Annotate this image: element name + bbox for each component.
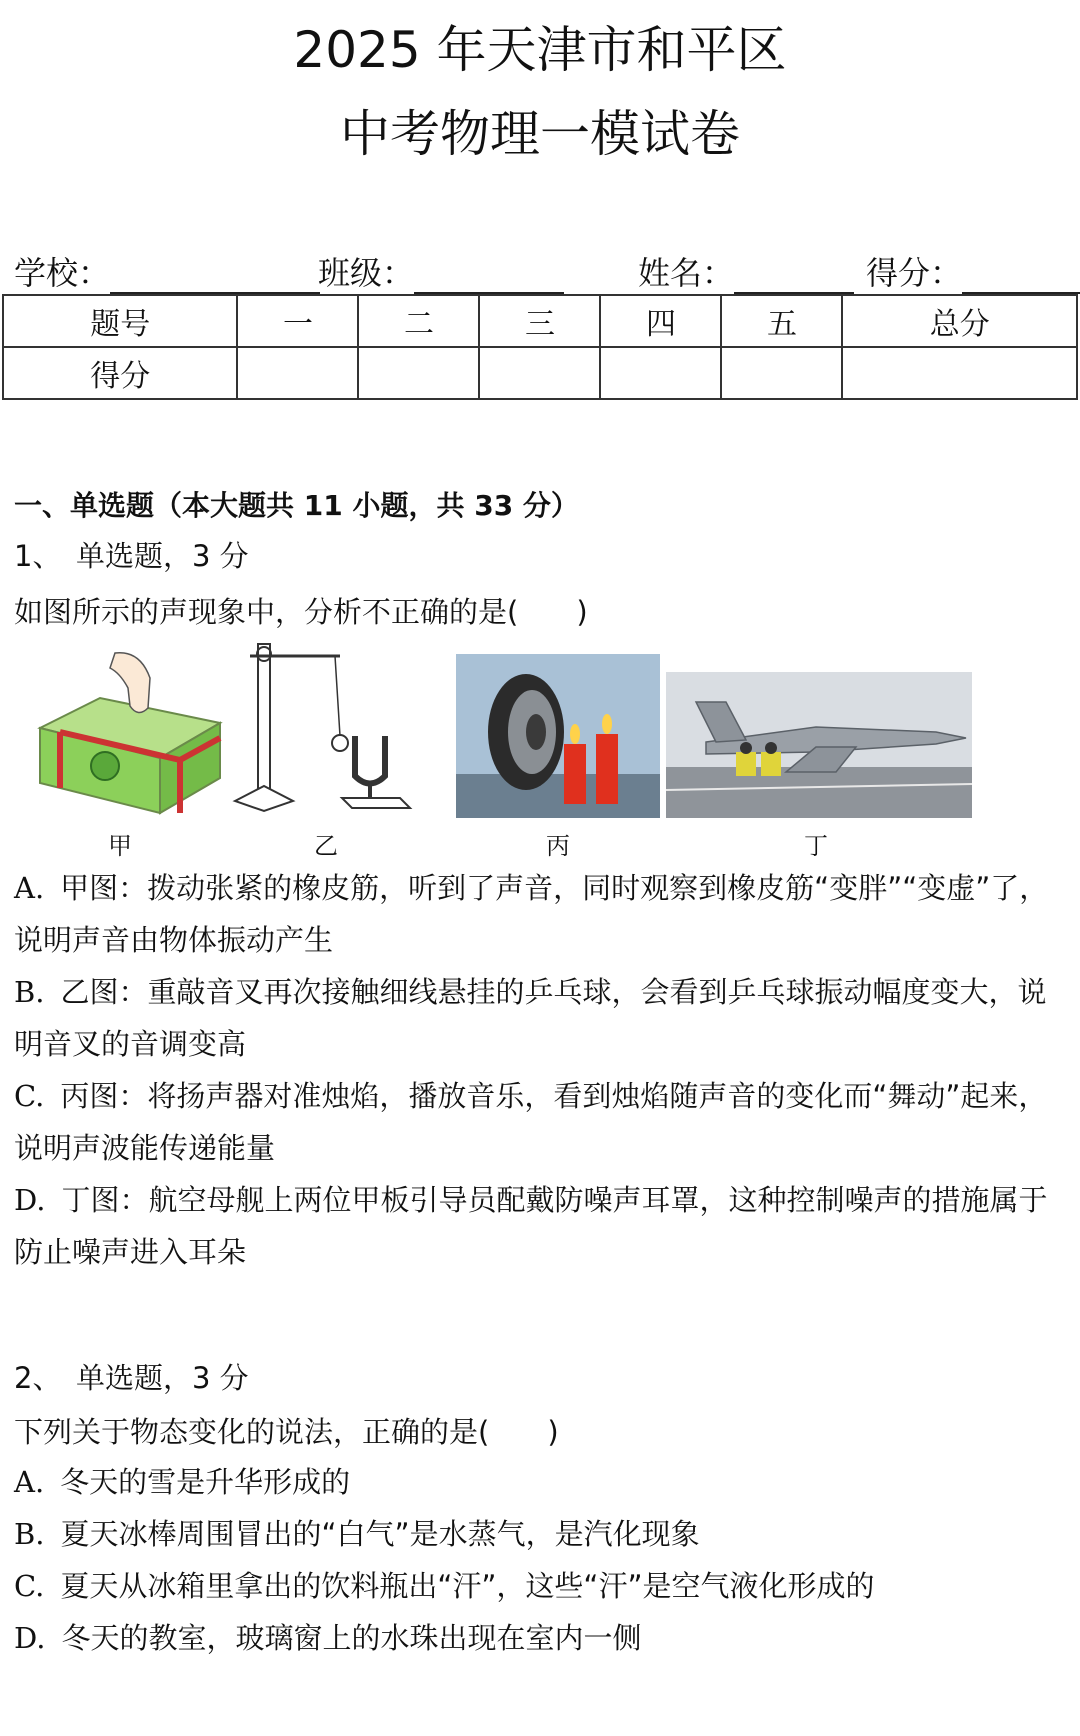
- q2-option-d[interactable]: [14, 1612, 1066, 1664]
- score-table-header: 二: [358, 295, 479, 347]
- option-text: 乙图：重敲音叉再次接触细线悬挂的乒乓球，会看到乒乓球振动幅度变大，说明音叉的音调变高: [14, 975, 1047, 1061]
- name-field: [638, 248, 854, 294]
- score-field: [866, 248, 1080, 294]
- q2-stem: 下列关于物态变化的说法，正确的是( ): [14, 1415, 559, 1449]
- score-blank[interactable]: [962, 258, 1080, 294]
- q1-option-a[interactable]: [14, 862, 1066, 966]
- figure-caption-yi: 乙: [314, 832, 338, 860]
- option-text: 甲图：拨动张紧的橡皮筋，听到了声音，同时观察到橡皮筋“变胖”“变虚”了，说明声音由物体振动产生: [14, 871, 1049, 957]
- score-table-header: 总分: [842, 295, 1077, 347]
- option-text: 丁图：航空母舰上两位甲板引导员配戴防噪声耳罩，这种控制噪声的措施属于防止噪声进入耳朵: [14, 1183, 1048, 1269]
- figure-jia-rubber-band-box: [30, 648, 230, 818]
- option-text: 夏天从冰箱里拿出的饮料瓶出“汗”，这些“汗”是空气液化形成的: [60, 1569, 875, 1603]
- name-blank[interactable]: [734, 258, 854, 294]
- score-table-header: 四: [600, 295, 721, 347]
- score-label: 得分：: [866, 254, 963, 292]
- option-text: 夏天冰棒周围冒出的“白气”是水蒸气，是汽化现象: [60, 1517, 700, 1551]
- score-cell[interactable]: [721, 347, 842, 399]
- section-heading: 一、单选题（本大题共 11 小题，共 33 分）: [14, 489, 579, 522]
- figure-caption-bing: 丙: [546, 832, 570, 860]
- score-table-header-row: [3, 295, 1077, 347]
- exam-title-line1: 2025 年天津市和平区: [293, 21, 787, 79]
- q1-meta: 1、 单选题，3 分: [14, 539, 249, 573]
- q2-meta: 2、 单选题，3 分: [14, 1361, 249, 1395]
- option-text: 冬天的雪是升华形成的: [60, 1465, 351, 1499]
- score-table-header: 三: [479, 295, 600, 347]
- score-row-label: 得分: [3, 347, 237, 399]
- option-text: 丙图：将扬声器对准烛焰，播放音乐，看到烛焰随声音的变化而“舞动”起来，说明声波能传递能量: [14, 1079, 1048, 1165]
- school-label: 学校：: [14, 254, 111, 292]
- score-cell[interactable]: [479, 347, 600, 399]
- option-letter: A.: [14, 871, 45, 905]
- school-blank[interactable]: [110, 258, 320, 294]
- option-letter: C.: [14, 1569, 45, 1603]
- score-cell[interactable]: [237, 347, 358, 399]
- q1-option-b[interactable]: [14, 966, 1066, 1070]
- class-label: 班级：: [318, 254, 415, 292]
- exam-title-line2: 中考物理一模试卷: [340, 105, 740, 163]
- score-cell[interactable]: [358, 347, 479, 399]
- q1-option-d[interactable]: [14, 1174, 1066, 1278]
- q2-option-c[interactable]: [14, 1560, 1066, 1612]
- q2-option-a[interactable]: [14, 1456, 1066, 1508]
- name-label: 姓名：: [638, 254, 735, 292]
- figure-caption-jia: 甲: [108, 832, 132, 860]
- option-letter: B.: [14, 975, 45, 1009]
- student-info-row: [14, 248, 1066, 294]
- q2-option-b[interactable]: [14, 1508, 1066, 1560]
- figure-bing-speaker-candles: [456, 654, 660, 818]
- school-field: [14, 248, 320, 294]
- option-letter: D.: [14, 1621, 46, 1655]
- figure-ding-carrier-jet: [666, 672, 972, 818]
- class-blank[interactable]: [414, 258, 564, 294]
- score-cell[interactable]: [600, 347, 721, 399]
- score-table-header: 题号: [3, 295, 237, 347]
- figure-yi-tuning-fork: [230, 636, 420, 816]
- q1-option-c[interactable]: [14, 1070, 1066, 1174]
- score-table-header: 一: [237, 295, 358, 347]
- q1-stem: 如图所示的声现象中，分析不正确的是( ): [14, 595, 588, 629]
- score-cell[interactable]: [842, 347, 1077, 399]
- option-letter: B.: [14, 1517, 45, 1551]
- option-letter: A.: [14, 1465, 45, 1499]
- score-table-score-row: [3, 347, 1077, 399]
- score-table: [2, 294, 1078, 400]
- score-table-header: 五: [721, 295, 842, 347]
- option-letter: C.: [14, 1079, 45, 1113]
- class-field: [318, 248, 564, 294]
- option-text: 冬天的教室，玻璃窗上的水珠出现在室内一侧: [61, 1621, 642, 1655]
- option-letter: D.: [14, 1183, 46, 1217]
- figure-caption-ding: 丁: [804, 832, 828, 860]
